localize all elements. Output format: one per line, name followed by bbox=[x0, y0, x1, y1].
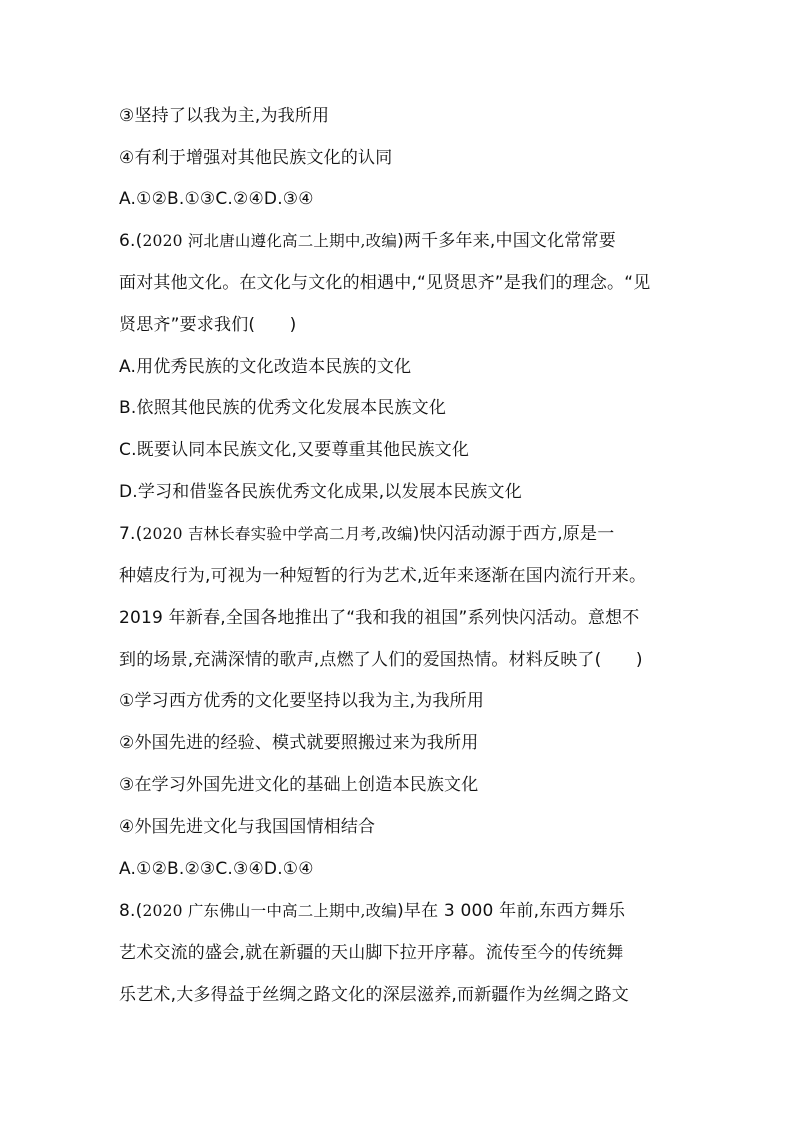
text-line: 面对其他文化。在文化与文化的相遇中,“见贤思齐”是我们的理念。“见 bbox=[119, 273, 651, 293]
option-d: D.学习和借鉴各民族优秀文化成果,以发展本民族文化 bbox=[119, 482, 522, 502]
option-a: A.用优秀民族的文化改造本民族的文化 bbox=[119, 357, 412, 377]
text-line: ④有利于增强对其他民族文化的认同 bbox=[119, 148, 393, 168]
statement-4: ④外国先进文化与我国国情相结合 bbox=[119, 817, 376, 837]
statement-3: ③在学习外国先进文化的基础上创造本民族文化 bbox=[119, 775, 479, 795]
question-source: 2020 广东佛山一中高二上期中,改编 bbox=[142, 902, 398, 920]
answer-options-q5: A.①②B.①③C.②④D.③④ bbox=[119, 189, 314, 209]
question-number: 6.( bbox=[119, 231, 143, 251]
question-number: 7.( bbox=[119, 524, 143, 544]
question-7-header bbox=[119, 522, 699, 546]
text-line: ③坚持了以我为主,为我所用 bbox=[119, 106, 330, 126]
option-c: C.既要认同本民族文化,又要尊重其他民族文化 bbox=[119, 440, 470, 460]
question-text: )快闪活动源于西方,原是一 bbox=[412, 524, 615, 544]
text-line: 2019 年新春,全国各地推出了“我和我的祖国”系列快闪活动。意想不 bbox=[119, 608, 640, 628]
statement-2: ②外国先进的经验、模式就要照搬过来为我所用 bbox=[119, 733, 479, 753]
text-line: 贤思齐”要求我们( ) bbox=[119, 315, 297, 335]
question-source: 2020 吉林长春实验中学高二月考,改编 bbox=[142, 525, 413, 543]
question-source: 2020 河北唐山遵化高二上期中,改编 bbox=[142, 232, 398, 250]
question-number: 8.( bbox=[119, 901, 143, 921]
question-text: )早在 3 000 年前,东西方舞乐 bbox=[397, 901, 626, 921]
text-line: 艺术交流的盛会,就在新疆的天山脚下拉开序幕。流传至今的传统舞 bbox=[119, 943, 624, 963]
text-line: 到的场景,充满深情的歌声,点燃了人们的爱国热情。材料反映了( ) bbox=[119, 650, 643, 670]
question-6-header bbox=[119, 229, 699, 253]
question-8-header bbox=[119, 899, 699, 923]
text-line: 乐艺术,大多得益于丝绸之路文化的深层滋养,而新疆作为丝绸之路文 bbox=[119, 985, 630, 1005]
question-text: )两千多年来,中国文化常常要 bbox=[397, 231, 616, 251]
text-line: 种嬉皮行为,可视为一种短暂的行为艺术,近年来逐渐在国内流行开来。 bbox=[119, 566, 647, 586]
statement-1: ①学习西方优秀的文化要坚持以我为主,为我所用 bbox=[119, 691, 485, 711]
option-b: B.依照其他民族的优秀文化发展本民族文化 bbox=[119, 398, 447, 418]
answer-options-q7: A.①②B.②③C.③④D.①④ bbox=[119, 859, 314, 879]
